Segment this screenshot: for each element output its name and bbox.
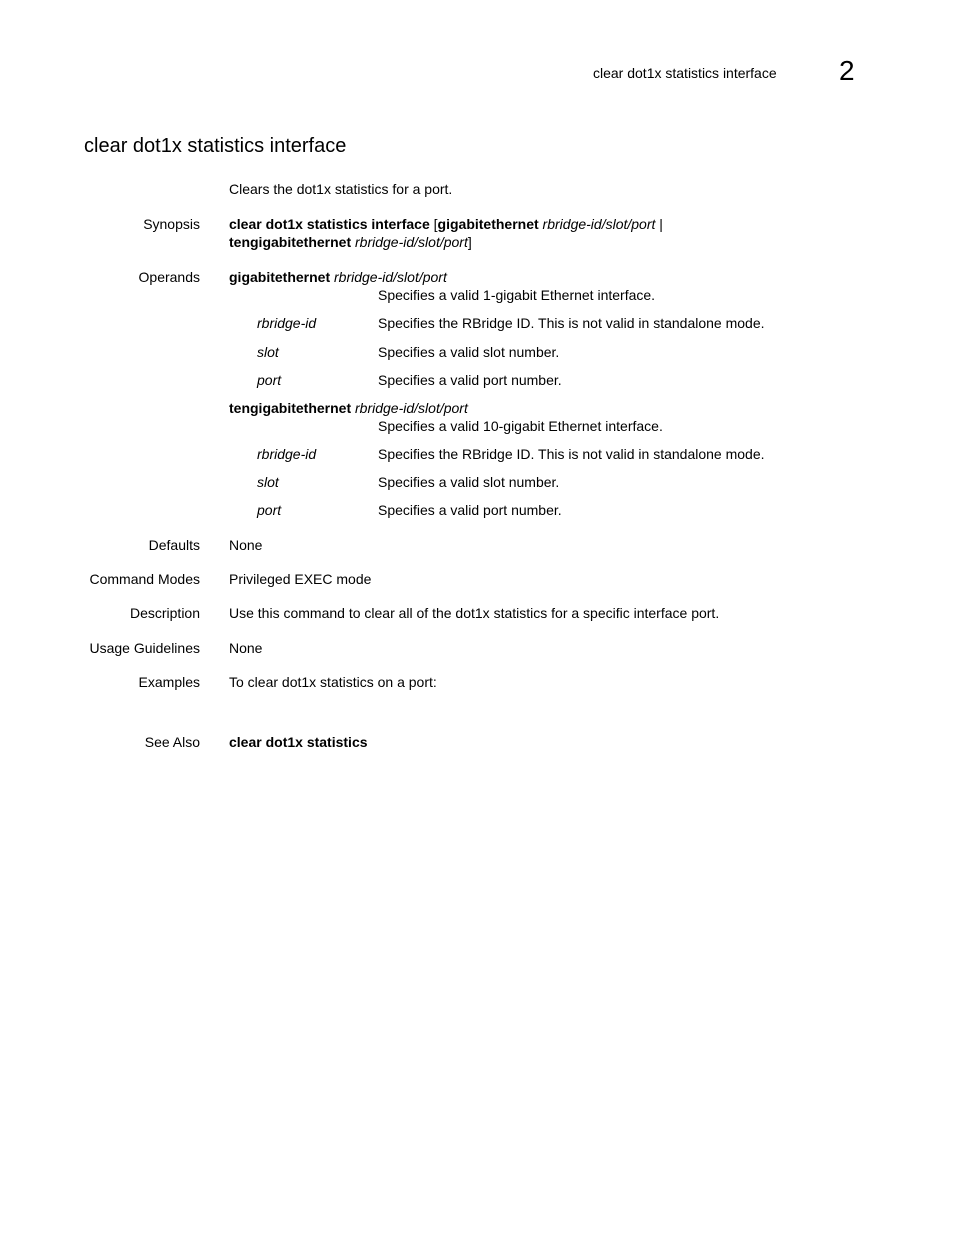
operand-2-param-3-desc: Specifies a valid port number. <box>378 502 562 518</box>
examples-value: To clear dot1x statistics on a port: <box>229 674 437 690</box>
operand-1-description: Specifies a valid 1-gigabit Ethernet interface. <box>378 287 656 303</box>
operands-label: Operands <box>138 269 200 285</box>
operand-2-param-1-desc: Specifies the RBridge ID. This is not valid in standalone mode. <box>378 446 765 462</box>
running-header-title: clear dot1x statistics interface <box>593 65 777 81</box>
operand-1-param-3-desc: Specifies a valid port number. <box>378 372 562 388</box>
synopsis-option-1-arg: rbridge-id/slot/port <box>538 216 656 232</box>
chapter-number: 2 <box>839 55 855 86</box>
usage-guidelines-label: Usage Guidelines <box>89 640 200 656</box>
synopsis-line-2 <box>229 234 472 250</box>
usage-guidelines-value: None <box>229 640 263 656</box>
operand-2-description: Specifies a valid 10-gigabit Ethernet interface. <box>378 418 663 434</box>
intro-text: Clears the dot1x statistics for a port. <box>229 181 453 197</box>
synopsis-option-2-arg: rbridge-id/slot/port <box>351 234 468 250</box>
see-also-label: See Also <box>144 734 200 750</box>
command-modes-value: Privileged EXEC mode <box>229 571 372 587</box>
page-title: clear dot1x statistics interface <box>84 135 347 157</box>
synopsis-pipe: | <box>655 216 663 232</box>
see-also-link[interactable]: clear dot1x statistics <box>229 734 368 750</box>
defaults-label: Defaults <box>148 537 200 553</box>
operand-2-param-2-desc: Specifies a valid slot number. <box>378 474 560 490</box>
synopsis-open-bracket: [ <box>429 216 438 232</box>
synopsis-label: Synopsis <box>143 216 200 232</box>
operand-1-param-3-name: port <box>257 372 282 388</box>
command-modes-label: Command Modes <box>89 571 200 587</box>
synopsis-option-1-keyword: gigabitethernet <box>437 216 539 232</box>
operand-2-heading <box>229 400 468 416</box>
synopsis-line-1 <box>229 216 663 232</box>
description-value: Use this command to clear all of the dot1x statistics for a specific interface port. <box>229 605 720 621</box>
operand-1-param-2-name: slot <box>257 344 279 360</box>
synopsis-close-bracket: ] <box>467 234 472 250</box>
operand-1-param-2-desc: Specifies a valid slot number. <box>378 344 560 360</box>
examples-label: Examples <box>138 674 200 690</box>
description-label: Description <box>129 605 200 621</box>
operand-1-heading <box>229 269 447 285</box>
defaults-value: None <box>229 537 263 553</box>
operand-2-arg: rbridge-id/slot/port <box>351 400 468 416</box>
operand-1-keyword: gigabitethernet <box>229 269 331 285</box>
operand-1-param-1-name: rbridge-id <box>257 315 317 331</box>
operand-2-keyword: tengigabitethernet <box>229 400 352 416</box>
operand-1-param-1-desc: Specifies the RBridge ID. This is not valid in standalone mode. <box>378 315 765 331</box>
operand-2-param-2-name: slot <box>257 474 279 490</box>
operand-1-arg: rbridge-id/slot/port <box>330 269 447 285</box>
operand-2-param-1-name: rbridge-id <box>257 446 317 462</box>
operand-2-param-3-name: port <box>257 502 282 518</box>
synopsis-command: clear dot1x statistics interface <box>229 216 430 232</box>
synopsis-option-2-keyword: tengigabitethernet <box>229 234 352 250</box>
